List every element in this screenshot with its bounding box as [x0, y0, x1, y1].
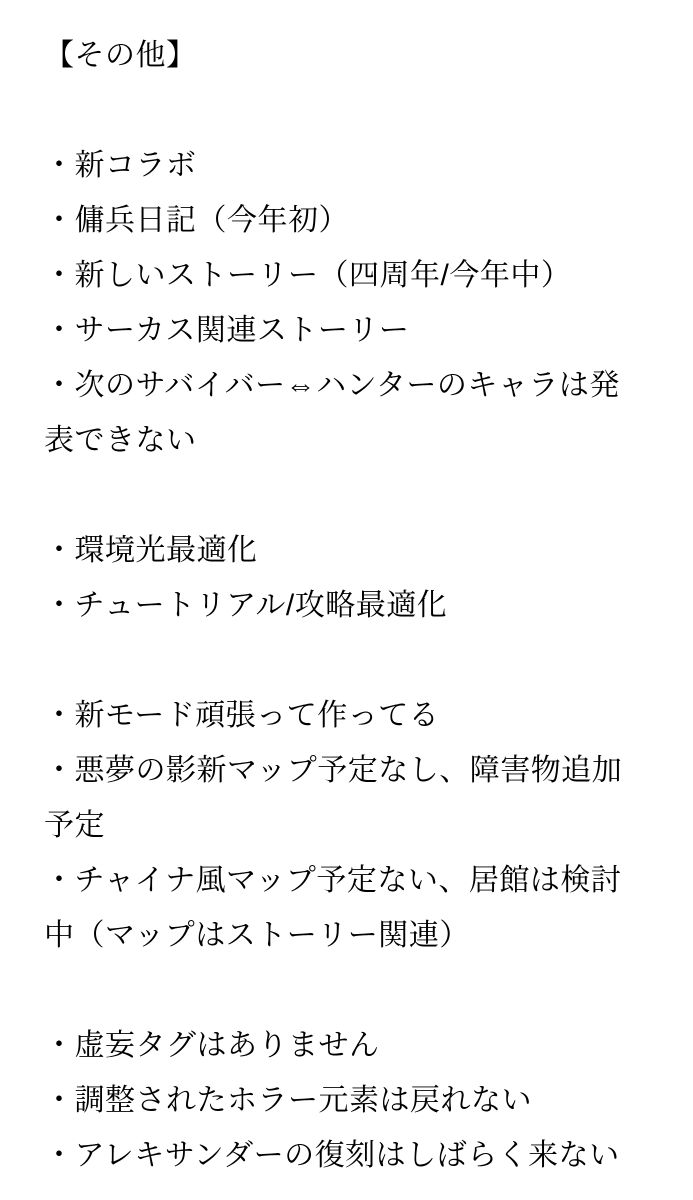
list-item: ・チュートリアル/攻略最適化 [44, 589, 448, 622]
list-item-continuation: 表できない [44, 424, 197, 457]
blank-line [44, 468, 663, 523]
list-item: ・新しいストーリー（四周年/今年中） [44, 259, 572, 292]
list-item: ・チャイナ風マップ予定ない、居館は検討 [44, 864, 622, 897]
page-heading: 【その他】 [44, 39, 197, 72]
list-item: ・調整されたホラー元素は戻れない [44, 1084, 532, 1117]
list-item-continuation: 中（マップはストーリー関連） [44, 919, 470, 952]
list-item: ・サーカス関連ストーリー [44, 314, 410, 347]
list-item: ・新モード頑張って作ってる [44, 699, 440, 732]
blank-line [44, 633, 663, 688]
blank-line [44, 83, 663, 138]
list-item: ・アレキサンダーの復刻はしばらく来ない [44, 1139, 620, 1172]
blank-line [44, 963, 663, 1018]
list-item-continuation: 予定 [44, 809, 105, 842]
list-item: ・虚妄タグはありません [44, 1029, 380, 1062]
list-item: ・傭兵日記（今年初） [44, 204, 349, 237]
list-item: ・悪夢の影新マップ予定なし、障害物追加 [44, 754, 623, 787]
list-item: ・環境光最適化 [44, 534, 258, 567]
list-item: ・次のサバイバー⇔ハンターのキャラは発 [44, 369, 620, 402]
list-item: ・新コラボ [44, 149, 197, 182]
